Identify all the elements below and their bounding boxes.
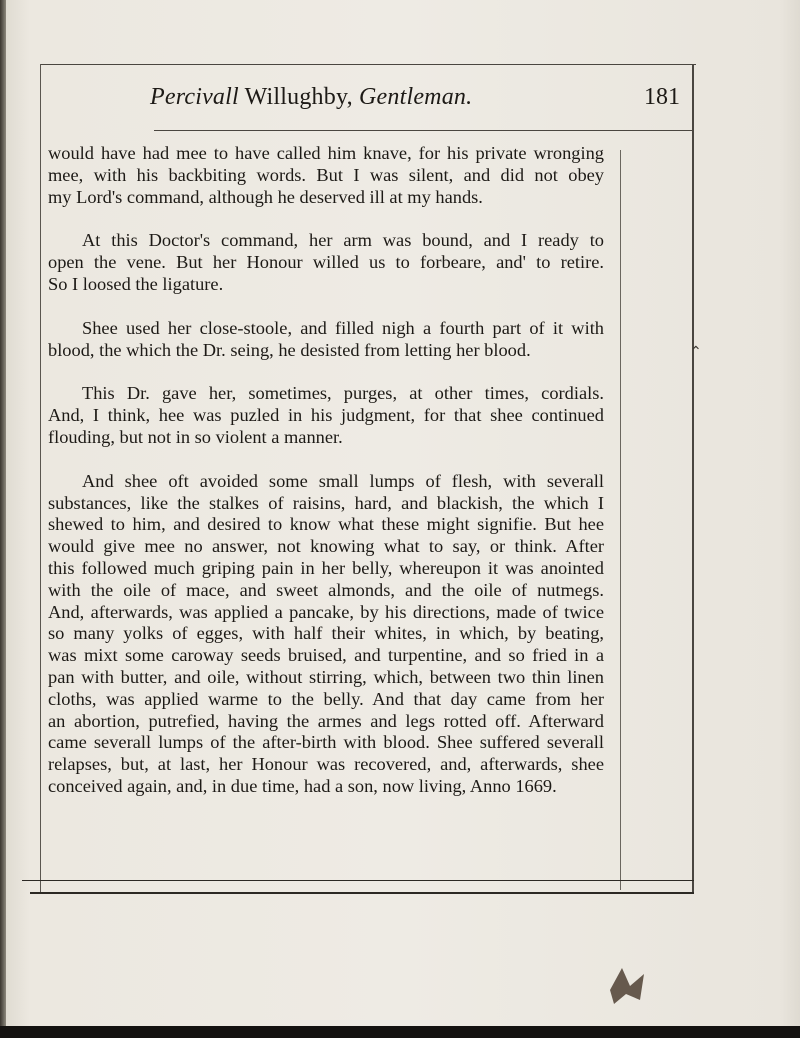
running-header (150, 84, 690, 118)
text-line: And, I think, hee was puzled in his judgment, for that shee continued (48, 405, 604, 426)
frame-left-rule (40, 64, 41, 894)
text-line: So I loosed the ligature. (48, 273, 224, 294)
text-line: an abortion, putrefied, having the armes and legs rotted off. Afterward (48, 710, 604, 731)
text-line: my Lord's command, although he deserved ill at my hands. (48, 186, 483, 207)
frame-bottom-rule (22, 880, 694, 881)
text-line: would give mee no answer, not knowing what to say, or think. After (48, 536, 604, 557)
text-line: shewed to him, and desired to know what these might signifie. But hee (48, 514, 604, 535)
text-line: relapses, but, at last, her Honour was recovered, and, afterwards, shee (48, 754, 604, 775)
paragraph-2 (48, 230, 608, 295)
running-title-rank: Gentleman. (359, 84, 473, 110)
text-line: so many yolks of egges, with half their whites, in which, by beating, (48, 623, 604, 644)
frame-bottom-rule-thick (30, 892, 694, 894)
text-line: with the oile of mace, and sweet almonds, and the oile of nutmegs. (48, 579, 604, 600)
text-line: substances, like the stalkes of raisins, hard, and blackish, the which I (48, 492, 604, 513)
text-line: And, afterwards, was applied a pancake, by his directions, made of twice (48, 601, 604, 622)
text-line: blood, the which the Dr. seing, he desisted from letting her blood. (48, 339, 531, 360)
text-line: cloths, was applied warme to the belly. And that day came from her (48, 688, 604, 709)
text-line: pan with butter, and oile, without stirring, which, between two thin linen (48, 666, 604, 687)
frame-right-rule (692, 64, 694, 894)
paragraph-3 (48, 318, 608, 362)
text-line: And shee oft avoided some small lumps of flesh, with severall (82, 470, 604, 491)
body-text (48, 143, 608, 820)
text-line: At this Doctor's command, her arm was bound, and I ready to (82, 230, 604, 251)
text-line: flouding, but not in so violent a manner. (48, 426, 343, 447)
text-line: came severall lumps of the after-birth with blood. Shee suffered severall (48, 732, 604, 753)
header-underline-rule (154, 130, 694, 131)
running-title-author: Percivall (150, 84, 239, 110)
text-line: Shee used her close-stoole, and filled nigh a fourth part of it with (82, 317, 604, 338)
text-line: was mixt some caroway seeds bruised, and turpentine, and so fried in a (48, 645, 604, 666)
margin-tick-mark: ⌃ (690, 345, 702, 360)
page-number: 181 (644, 84, 680, 110)
scan-blot-mark (600, 960, 650, 1006)
text-column-rule (620, 150, 621, 890)
running-title (150, 84, 472, 111)
paragraph-5 (48, 471, 608, 798)
page-bottom-edge (0, 1026, 800, 1038)
text-line: would have had mee to have called him knave, for his private wronging (48, 143, 604, 163)
text-line: mee, with his backbiting words. But I was silent, and did not obey (48, 164, 604, 185)
text-line: conceived again, and, in due time, had a son, now living, Anno 1669. (48, 775, 557, 796)
text-line: This Dr. gave her, sometimes, purges, at other times, cordials. (82, 383, 604, 404)
running-title-surname: Willughby, (244, 84, 353, 110)
frame-top-rule (40, 64, 696, 65)
page-binding-edge (0, 0, 6, 1038)
paragraph-4 (48, 383, 608, 448)
paragraph-1 (48, 143, 608, 208)
text-line: this followed much griping pain in her belly, whereupon it was anointed (48, 557, 604, 578)
text-line: open the vene. But her Honour willed us to forbeare, and' to retire. (48, 252, 604, 273)
